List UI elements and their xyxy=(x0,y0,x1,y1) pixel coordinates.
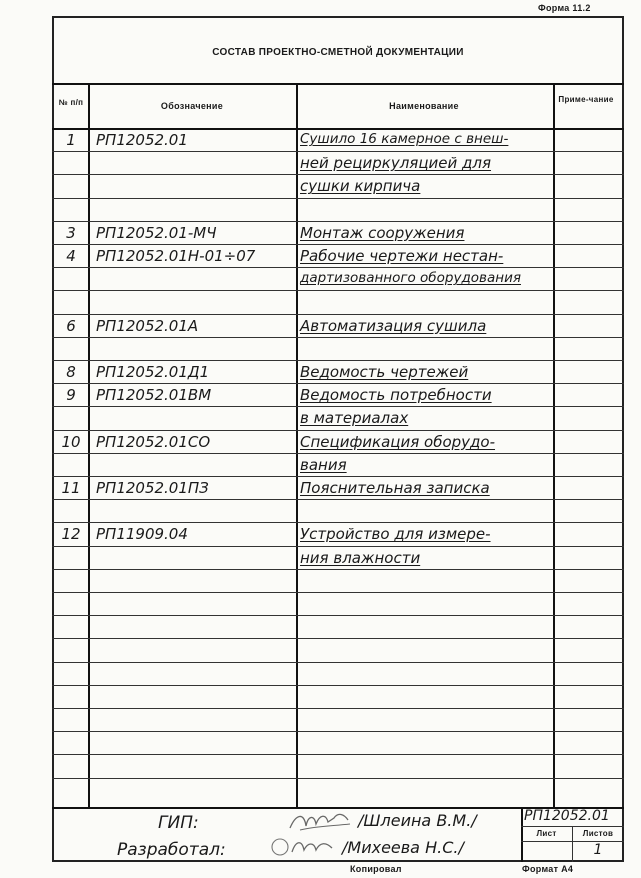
row-name: дартизованного оборудования xyxy=(300,270,521,287)
row-name: Устройство для измере- xyxy=(300,525,491,544)
row-designation: РП11909.04 xyxy=(96,525,188,544)
copied-label: Копировал xyxy=(350,864,402,874)
row-name: Сушило 16 камерное с внеш- xyxy=(300,131,509,147)
row-designation: РП12052.01А xyxy=(96,316,199,335)
row-name: Ведомость потребности xyxy=(300,386,492,405)
col-header-note: Приме-чание xyxy=(558,95,614,104)
row-designation: РП12052.01-МЧ xyxy=(96,223,217,242)
row-name: Автоматизация сушила xyxy=(300,316,487,335)
row-name: вания xyxy=(300,455,347,474)
doc-code: РП12052.01 xyxy=(524,808,610,824)
row-name: Монтаж сооружения xyxy=(300,223,465,242)
row-name: ния влажности xyxy=(300,548,421,567)
row-number: 4 xyxy=(66,247,76,265)
row-number: 12 xyxy=(61,525,81,544)
row-name: Пояснительная записка xyxy=(300,479,490,497)
row-designation: РП12052.01ПЗ xyxy=(96,479,209,497)
col-header-name: Наименование xyxy=(389,101,459,111)
row-name: Спецификация оборудо- xyxy=(300,432,496,451)
row-name: в материалах xyxy=(300,409,409,428)
sheet-label: Лист xyxy=(536,829,557,838)
row-designation: РП12052.01Н-01÷07 xyxy=(96,247,256,265)
developed-signature xyxy=(266,834,338,864)
gip-name: /Шлеина В.М./ xyxy=(358,811,477,830)
row-name: Рабочие чертежи нестан- xyxy=(300,247,504,265)
gip-label: ГИП: xyxy=(158,813,199,833)
row-number: 8 xyxy=(66,363,76,381)
row-number: 3 xyxy=(66,223,76,242)
col-header-designation: Обозначение xyxy=(160,101,224,111)
developed-label: Разработал: xyxy=(117,840,226,860)
page-title: СОСТАВ ПРОЕКТНО-СМЕТНОЙ ДОКУМЕНТАЦИИ xyxy=(212,47,464,58)
row-number: 9 xyxy=(66,386,76,405)
row-name: сушки кирпича xyxy=(300,177,421,196)
developed-signature-mark xyxy=(266,834,338,860)
row-name: Ведомость чертежей xyxy=(300,363,469,381)
row-number: 11 xyxy=(61,479,81,497)
row-number: 6 xyxy=(66,316,76,335)
col-header-num: № п/п xyxy=(58,98,84,107)
row-designation: РП12052.01 xyxy=(96,131,188,149)
row-number: 1 xyxy=(66,131,76,149)
gip-signature-mark xyxy=(286,808,356,834)
row-name: ней рециркуляцией для xyxy=(300,154,492,173)
sheets-value: 1 xyxy=(593,842,603,858)
row-number: 10 xyxy=(61,432,81,451)
format-label: Формат А4 xyxy=(522,864,574,874)
row-designation: РП12052.01ВМ xyxy=(96,386,212,405)
row-designation: РП12052.01Д1 xyxy=(96,363,210,381)
developed-name: /Михеева Н.С./ xyxy=(342,838,464,857)
row-designation: РП12052.01СО xyxy=(96,432,211,451)
sheets-label: Листов xyxy=(582,829,614,838)
form-label: Форма 11.2 xyxy=(538,3,591,13)
